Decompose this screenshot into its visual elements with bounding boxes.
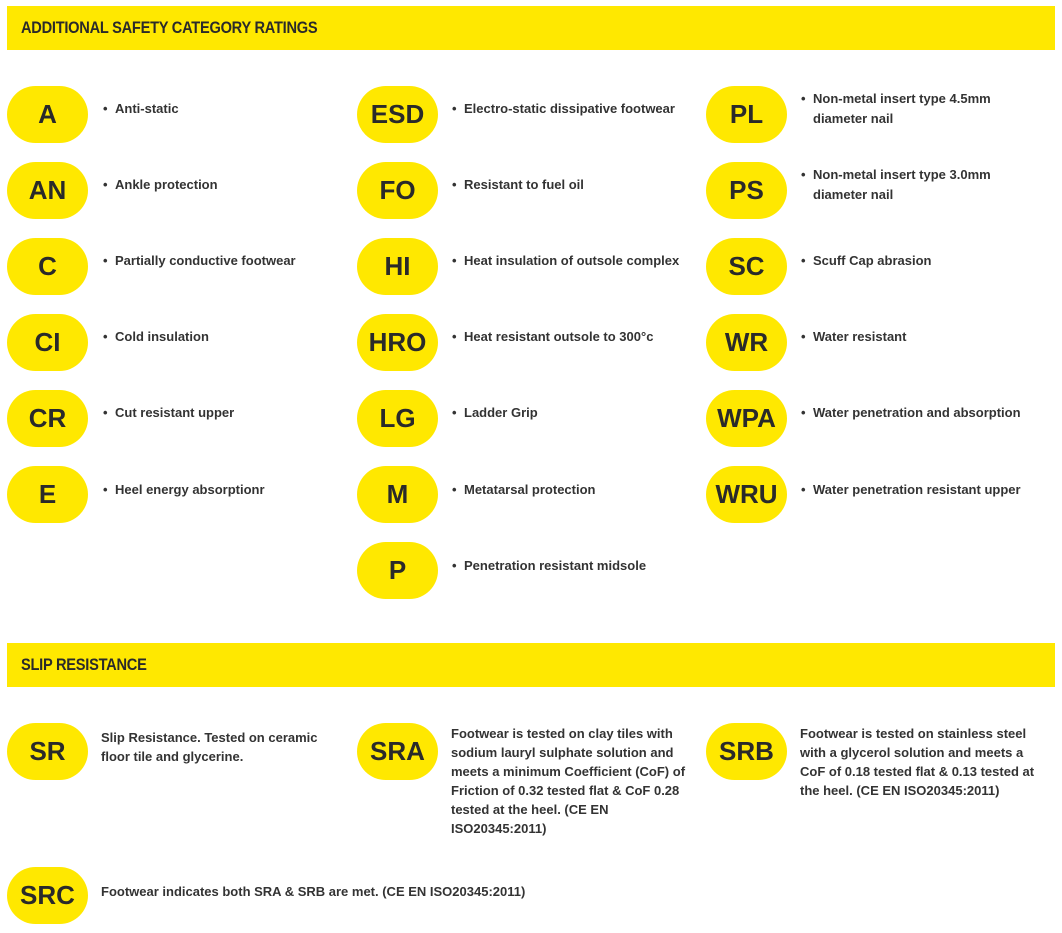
rating-desc-a: • Anti-static [103,99,333,119]
rating-badge-e: E [7,466,88,523]
rating-desc-p: • Penetration resistant midsole [452,556,692,576]
rating-badge-hi: HI [357,238,438,295]
rating-desc-hro: • Heat resistant outsole to 300°c [452,327,692,347]
rating-badge-an: AN [7,162,88,219]
slip-badge-sr: SR [7,723,88,780]
rating-desc-hi: • Heat insulation of outsole complex [452,251,692,271]
rating-desc-m: • Metatarsal protection [452,480,692,500]
safety-ratings-title: ADDITIONAL SAFETY CATEGORY RATINGS [21,18,318,37]
rating-badge-lg: LG [357,390,438,447]
slip-desc-src: Footwear indicates both SRA & SRB are met. (CE EN ISO20345:2011) [101,884,526,899]
rating-desc-fo: • Resistant to fuel oil [452,175,692,195]
slip-desc-sra: Footwear is tested on clay tiles with sodium lauryl sulphate solution and meets a minimum Coefficient (CoF) of Friction of 0.32 tested flat & CoF 0.28 tested at the heel. (CE EN ISO20345:2011) [451,726,686,836]
slip-desc-srb: Footwear is tested on stainless steel with a glycerol solution and meets a CoF of 0.18 tested flat & 0.13 tested at the heel. (CE EN ISO20345:2011) [800,726,1035,798]
rating-desc-ps: • Non-metal insert type 3.0mm diameter nail [801,165,1026,205]
slip-badge-srb: SRB [706,723,787,780]
rating-badge-wru: WRU [706,466,787,523]
rating-badge-esd: ESD [357,86,438,143]
rating-desc-wr: • Water resistant [801,327,1041,347]
slip-resistance-title: SLIP RESISTANCE [21,655,147,674]
rating-desc-c: • Partially conductive footwear [103,251,333,271]
rating-badge-wpa: WPA [706,390,787,447]
rating-badge-sc: SC [706,238,787,295]
rating-badge-p: P [357,542,438,599]
rating-desc-wpa: • Water penetration and absorption [801,403,1041,423]
rating-desc-e: • Heel energy absorptionr [103,480,333,500]
rating-badge-ci: CI [7,314,88,371]
rating-badge-c: C [7,238,88,295]
slip-resistance-banner [7,643,1055,687]
rating-badge-hro: HRO [357,314,438,371]
rating-badge-a: A [7,86,88,143]
rating-desc-an: • Ankle protection [103,175,333,195]
rating-desc-sc: • Scuff Cap abrasion [801,251,1041,271]
rating-badge-m: M [357,466,438,523]
rating-desc-cr: • Cut resistant upper [103,403,333,423]
rating-badge-cr: CR [7,390,88,447]
slip-badge-sra: SRA [357,723,438,780]
rating-desc-esd: • Electro-static dissipative footwear [452,99,692,119]
rating-desc-pl: • Non-metal insert type 4.5mm diameter nail [801,89,1026,129]
rating-badge-ps: PS [706,162,787,219]
slip-desc-sr: Slip Resistance. Tested on ceramic floor tile and glycerine. [101,730,318,764]
safety-ratings-banner [7,6,1055,50]
rating-desc-wru: • Water penetration resistant upper [801,480,1046,500]
rating-badge-pl: PL [706,86,787,143]
rating-desc-lg: • Ladder Grip [452,403,692,423]
rating-desc-ci: • Cold insulation [103,327,333,347]
slip-badge-src: SRC [7,867,88,924]
rating-badge-wr: WR [706,314,787,371]
rating-badge-fo: FO [357,162,438,219]
